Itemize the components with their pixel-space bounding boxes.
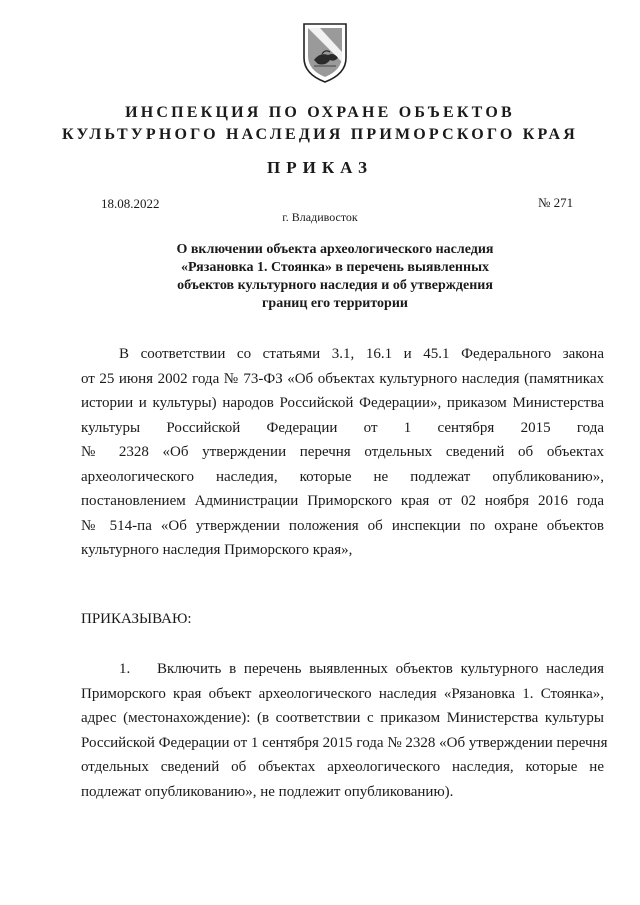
preamble-line: постановлением Администрации Приморского края от 02 ноября 2016 года [81, 493, 604, 509]
order-item-1 [81, 657, 608, 804]
preamble-line: культуры Российской Федерации от 1 сентября 2015 года [81, 419, 604, 436]
item-line: Российской Федерации от 1 сентября 2015 года № 2328 «Об утверждении перечня [81, 734, 608, 751]
preamble-line: № 2328 «Об утверждении перечня отдельных сведений об объектах [81, 444, 604, 460]
item-line: подлежат опубликованию», не подлежит опубликованию). [81, 783, 454, 800]
subject-line: О включении объекта археологического наследия [176, 242, 494, 257]
primorsky-krai-coat-of-arms-icon [300, 22, 350, 84]
preamble-line: археологического наследия, которые не подлежат опубликованию», [81, 468, 604, 485]
document-type: ПРИКАЗ [267, 158, 373, 177]
preamble-line: В соответствии со статьями 3.1, 16.1 и 45.1 Федерального закона [119, 346, 604, 362]
item-line [81, 657, 604, 682]
organization-name-line-1: ИНСПЕКЦИЯ ПО ОХРАНЕ ОБЪЕКТОВ [125, 104, 515, 121]
subject-line: «Рязановка 1. Стоянка» в перечень выявленных [180, 260, 489, 275]
subject-line: границ его территории [262, 296, 408, 311]
item-number: 1. [119, 661, 131, 677]
order-number: № 271 [538, 195, 574, 210]
issue-city: г. Владивосток [282, 210, 358, 224]
preamble-line: культурного наследия Приморского края», [81, 542, 353, 558]
order-date: 18.08.2022 [101, 196, 160, 211]
item-line: отдельных сведений об объектах археологического наследия, которые не [81, 759, 604, 775]
item-line: Приморского края объект археологического наследия «Рязановка 1. Стоянка», [81, 685, 604, 702]
preamble-line: истории и культуры) народов Российской Федерации», приказом Министерства [81, 395, 604, 411]
order-directive: ПРИКАЗЫВАЮ: [81, 611, 192, 627]
item-text: Включить в перечень выявленных объектов культурного наследия [157, 661, 604, 677]
order-subject [130, 241, 540, 313]
preamble-paragraph [81, 342, 604, 563]
item-line: адрес (местонахождение): (в соответствии с приказом Министерства культуры [81, 710, 604, 726]
preamble-line: от 25 июня 2002 года № 73-ФЗ «Об объектах культурного наследия (памятниках [81, 370, 604, 387]
organization-name-line-2: КУЛЬТУРНОГО НАСЛЕДИЯ ПРИМОРСКОГО КРАЯ [62, 126, 578, 143]
subject-line: объектов культурного наследия и об утверждения [177, 278, 493, 293]
preamble-line: № 514-па «Об утверждении положения об инспекции по охране объектов [81, 517, 604, 534]
